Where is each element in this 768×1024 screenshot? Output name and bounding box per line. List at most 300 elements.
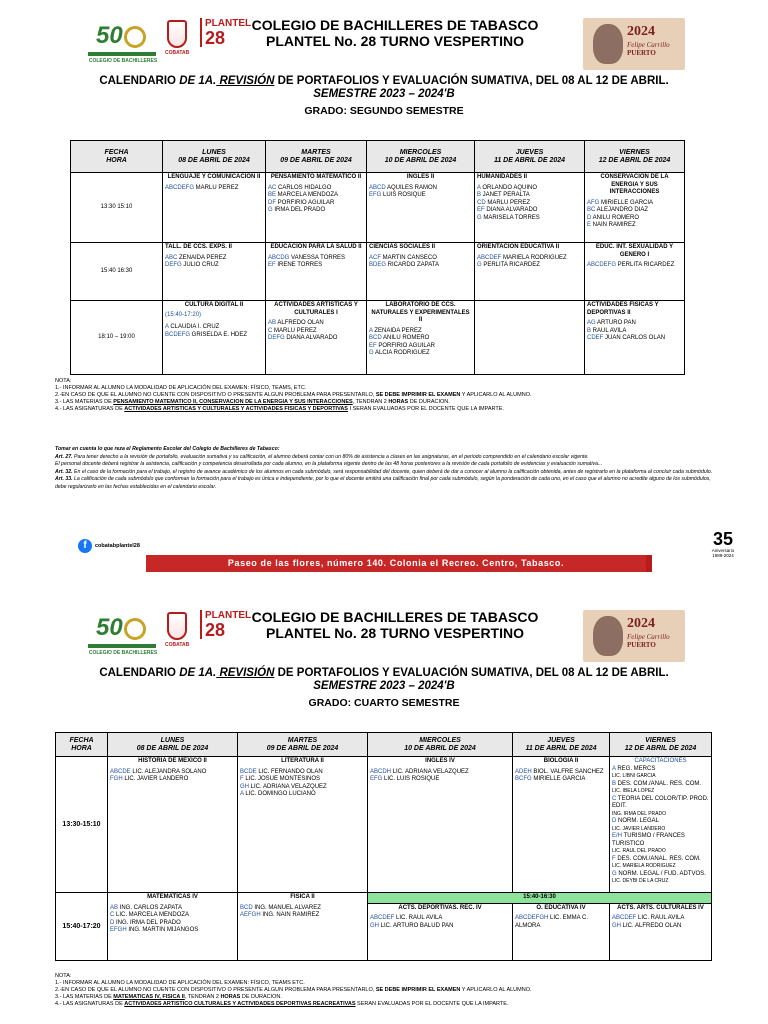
teacher-name: LIC. MARCELA MENDOZA <box>114 912 190 918</box>
header-miercoles <box>368 733 513 757</box>
header-lunes <box>108 733 238 757</box>
notes-block <box>55 378 715 413</box>
teacher-line <box>240 784 365 792</box>
capacitaciones-title: CAPACITACIONES <box>634 758 687 764</box>
teacher-line <box>165 332 263 340</box>
note-4 <box>55 1001 715 1008</box>
header-text: VIERNES <box>645 736 676 744</box>
table-row-green <box>56 893 712 904</box>
group-code: BCDEFG <box>165 331 191 338</box>
cell-lunes <box>108 893 238 961</box>
group-code: BC <box>587 207 596 213</box>
title-part: REVISIÓN <box>216 667 275 679</box>
teacher-line <box>477 207 582 215</box>
subject-name: HUMANIDADES II <box>477 174 528 180</box>
teacher-line <box>240 769 365 777</box>
logo-plantel-28 <box>200 18 252 64</box>
logo-50-aniversario <box>88 614 158 658</box>
group-code: B <box>587 327 592 334</box>
address-footer: Paseo de las flores, número 140. Colonia el Recreo. Centro, Tabasco. <box>146 555 646 572</box>
header-viernes <box>610 733 712 757</box>
teacher-line <box>240 776 365 784</box>
group-code: A <box>240 791 244 797</box>
teacher-name: LIC. MARIELA RODRIGUEZ <box>612 863 676 869</box>
group-code: GH <box>370 922 379 929</box>
teacher-name: MIRIELLE GARCIA <box>599 199 654 206</box>
header-text: MIERCOLES <box>419 736 461 744</box>
capacitacion-item <box>612 796 709 811</box>
subject-name: HISTORIA DE MEXICO II <box>138 758 207 764</box>
subject-name: ACTS. ARTS. CULTURALES IV <box>617 904 704 911</box>
capacitacion-item <box>612 818 709 826</box>
teacher-line <box>268 335 364 343</box>
teacher-line <box>370 923 510 931</box>
subject-name: INGLES II <box>406 174 435 180</box>
aniversario-number: 35 <box>712 529 734 549</box>
cobatab-shield-icon <box>167 20 187 48</box>
header-text: 12 DE ABRIL DE 2024 <box>598 156 671 164</box>
capacitacion-name: DES. COM./ANAL. RES. COM. <box>616 780 702 787</box>
group-code: ABCDH <box>370 768 392 775</box>
subject-extra: (15:40-17:20) <box>165 311 202 318</box>
teacher-line <box>165 262 263 270</box>
logo-plantel-28 <box>200 610 252 656</box>
logo-50-text: COLEGIO DE BACHILLERES <box>88 650 158 656</box>
teacher-name: LIC. LUIS ROSIQUE <box>382 776 440 782</box>
teacher-line <box>268 255 364 263</box>
group-code: GH <box>240 783 249 790</box>
header-text: 09 DE ABRIL DE 2024 <box>280 156 352 164</box>
group-code: D <box>110 919 115 926</box>
capacitacion-item <box>612 781 709 789</box>
facebook-handle: cobatabplantel28 <box>95 543 140 549</box>
title-part: CALENDARIO <box>99 667 180 679</box>
teacher-line <box>587 328 682 336</box>
header-viernes <box>585 141 685 173</box>
cell-jue <box>475 173 585 243</box>
teacher-name: AQUILES RAMON <box>385 184 438 191</box>
header-text: LUNES <box>202 148 226 156</box>
group-code: EFG <box>369 192 382 198</box>
group-code: FGH <box>110 776 123 782</box>
teacher-name: JANET PERALTA <box>481 192 530 198</box>
capacitacion-item <box>612 833 709 848</box>
note-4 <box>55 406 715 413</box>
teacher-line <box>612 915 709 923</box>
group-code: ABCDG <box>268 254 290 261</box>
logo-2024-sub: PUERTO <box>627 49 656 57</box>
header-text: MIERCOLES <box>399 148 442 156</box>
teacher-name: LIC. EMMA C. ALMORA <box>515 915 589 929</box>
group-code: AG <box>587 320 596 326</box>
facebook-link[interactable] <box>78 539 140 553</box>
subject-name: CULTURA DIGITAL II <box>184 302 244 308</box>
schedule-table <box>55 732 712 961</box>
header-text: 11 DE ABRIL DE 2024 <box>525 744 597 752</box>
header-text: 08 DE ABRIL DE 2024 <box>178 156 250 164</box>
time-cell: 15:40-17:20 <box>56 893 108 961</box>
header-text: 12 DE ABRIL DE 2024 <box>624 744 697 752</box>
group-code: C <box>612 795 617 802</box>
teacher-line <box>587 215 682 223</box>
teacher-line <box>240 912 365 920</box>
cell-martes <box>238 757 368 893</box>
group-code: E/H <box>612 833 623 839</box>
aniversario-text: Aniversario 1989-2024 <box>711 548 735 558</box>
subject-name: EDUCACION PARA LA SALUD II <box>270 244 362 250</box>
table-row <box>71 173 685 243</box>
subject-name: CIENCIAS SOCIALES II <box>369 244 436 250</box>
note-3 <box>55 994 715 1001</box>
note-text: , TENDRAN 2 <box>184 994 221 1000</box>
teacher-line <box>370 769 510 777</box>
cobatab-label: COBATAB <box>165 50 190 56</box>
teacher-line <box>268 185 364 193</box>
group-code: DEFG <box>165 262 182 268</box>
notes-block <box>55 973 715 1008</box>
note-text: SERAN EVALUADAS POR EL DOCENTE QUE LA IMPARTE. <box>355 1001 509 1007</box>
capacitacion-name: TEORIA DEL COLOR/TIP. PROD. EDIT. <box>612 795 709 809</box>
teacher-name: MARLU PEREZ <box>272 327 317 334</box>
teacher-name: LIC. JOSUE MONTESINOS <box>243 776 321 782</box>
cell-martes <box>238 893 368 961</box>
group-code: BCDE <box>240 768 257 775</box>
teacher-line <box>369 262 472 270</box>
group-code: EF <box>477 207 485 213</box>
teacher-name: LIC. ALFREDO OLAN <box>621 922 682 929</box>
teacher-name: ZENAIDA PEREZ <box>177 254 227 261</box>
teacher-name: PERLITA RICARDEZ <box>481 262 540 268</box>
subject-name: LENGUAJE Y COMUNICACIÓN II <box>167 174 261 180</box>
group-code: BCD <box>240 904 253 911</box>
subject-name: PENSAMIENTO MATEMATICO II <box>270 174 362 180</box>
note-text: MATEMATICAS IV, FISICA II <box>113 994 185 1000</box>
aniversario-35-badge <box>706 530 740 556</box>
teacher-name: ING. NAIN RAMIREZ <box>260 912 320 918</box>
plantel-number: 28 <box>200 621 240 639</box>
group-code: ABCDE <box>110 768 131 775</box>
header-text: MARTES <box>287 736 318 744</box>
teacher-name: PERLITA RICARDEZ <box>616 262 675 268</box>
teacher-line <box>587 200 682 208</box>
teacher-name: IRMA DEL PRADO <box>272 207 326 213</box>
school-plantel: PLANTEL No. 28 TURNO VESPERTINO <box>266 625 524 641</box>
subject-name: LITERATURA II <box>281 758 324 764</box>
cell-mie <box>367 301 475 375</box>
header-text: 08 DE ABRIL DE 2024 <box>136 744 209 752</box>
teacher-line <box>268 207 364 215</box>
teacher-line <box>268 328 364 336</box>
subject-name: FISICA II <box>290 894 315 900</box>
teacher-line <box>369 343 472 351</box>
teacher-name: MARIELA RODRIGUEZ <box>501 254 567 261</box>
teacher-line <box>477 192 582 200</box>
logo-50-bar <box>88 52 156 56</box>
header-text: 11 DE ABRIL DE 2024 <box>493 156 566 164</box>
teacher-line <box>477 200 582 208</box>
reglamento-docente: El personal docente deberá registrar la asistencia, calificación y competencia desarrollada por cada alumno, en la plataforma vigente dentro de las 48 horas posteriores a la revisión de cada portafolio de evidencias y evaluación sumativa... <box>55 461 603 467</box>
teacher-name: ORLANDO AQUINO <box>480 184 538 191</box>
teacher-name: ARTURO PAN <box>595 320 636 326</box>
reglamento-block <box>55 446 715 491</box>
portrait-image <box>593 616 623 656</box>
document-header <box>0 592 768 656</box>
header-text: MARTES <box>301 148 331 156</box>
teacher-name: RAUL AVILA <box>591 327 627 334</box>
article-number: Art. 27. <box>55 453 73 460</box>
note-2 <box>55 987 715 994</box>
group-code: AB <box>110 904 119 911</box>
note-text: SE DEBE IMPRIMIR EL EXAMEN <box>375 987 461 993</box>
teacher-name: ZENAIDA PEREZ <box>372 327 422 334</box>
logo-2024-sub: PUERTO <box>627 641 656 649</box>
teacher-line <box>110 776 235 784</box>
cell-viernes-capacitaciones <box>610 757 712 893</box>
capacitacion-item <box>612 863 709 871</box>
title-part: CALENDARIO <box>99 75 180 87</box>
group-code: G <box>612 870 617 877</box>
logo-2024-year: 2024 <box>627 616 655 631</box>
logo-cobatab <box>165 612 189 652</box>
capacitacion-name: NORM. LEGAL <box>616 818 660 824</box>
cobatab-label: COBATAB <box>165 642 190 648</box>
note-text: 3.- LAS MATERIAS DE <box>55 994 114 1000</box>
article-number: Art. 33. <box>55 476 73 482</box>
group-code: ABCD <box>369 184 386 191</box>
note-text: Y APLICARLO AL ALUMNO. <box>460 987 532 993</box>
teacher-line <box>612 923 709 931</box>
logo-cobatab <box>165 20 189 60</box>
teacher-name: JULIO CRUZ <box>181 262 219 268</box>
subject-name: LABORATORIO DE CCS. NATURALES Y EXPERIMENTALES II <box>371 302 470 323</box>
green-time-band: 15:40-16:30 <box>368 893 712 904</box>
table-row <box>71 301 685 375</box>
capacitacion-item <box>612 788 709 796</box>
time-cell: 13:30-15:10 <box>56 757 108 893</box>
subject-name: ACTIVIDADES FISICAS Y DEPORTIVAS II <box>587 302 659 316</box>
group-code: A <box>612 765 616 772</box>
teacher-name: MARCELA MENDOZA <box>276 192 339 198</box>
group-code: ABCDEF <box>477 254 502 261</box>
teacher-line <box>369 185 472 193</box>
title-part: DE PORTAFOLIOS Y EVALUACIÓN SUMATIVA, DEL 08 AL 12 DE ABRIL. <box>274 667 669 679</box>
cell-lun <box>163 301 266 375</box>
teacher-name: LIC. IBELA LOPEZ <box>612 788 655 794</box>
reglamento-art27 <box>55 454 715 462</box>
article-text: Para tener derecho a la revisión de portafolio, evaluación sumativa y su calificación, el alumno deberá contar con un 80% de asistencia a clases en las asignaturas, en el periodo comprendido en el calendario escolar vigente. <box>72 453 589 460</box>
group-code: B <box>477 192 482 198</box>
plantel-label: PLANTEL <box>200 18 240 29</box>
group-code: D <box>587 214 592 221</box>
header-text: 09 DE ABRIL DE 2024 <box>266 744 339 752</box>
group-code: F <box>240 776 244 782</box>
group-code: G <box>268 207 273 213</box>
header-fecha-hora <box>71 141 163 173</box>
header-text: FECHA <box>104 148 129 156</box>
capacitacion-name: REG. MERCS <box>615 765 656 772</box>
grado-label: GRADO: SEGUNDO SEMESTRE <box>304 105 464 117</box>
teacher-line <box>110 927 235 935</box>
logo-50-aniversario <box>88 22 158 66</box>
school-title <box>250 17 540 49</box>
table-row <box>71 243 685 301</box>
group-code: EF <box>369 342 377 349</box>
teacher-name: ING. CARLOS ZAPATA <box>118 904 183 911</box>
note-text: I SERAN EVALUADAS POR EL DOCENTE QUE LA IMPARTE. <box>347 406 504 412</box>
header-martes <box>238 733 368 757</box>
cell-mar <box>266 243 367 301</box>
header-text: JUEVES <box>547 736 575 744</box>
teacher-line <box>110 905 235 913</box>
subject-name: EDUC. INT. SEXUALIDAD Y GENERO I <box>595 244 674 258</box>
subject-name: BIOLOGIA II <box>543 758 579 764</box>
teacher-name: PORFIRIO AGUILAR <box>276 199 335 206</box>
group-code: E <box>587 222 592 228</box>
schedule-table <box>70 140 685 375</box>
teacher-name: GRISELDA E. HDEZ <box>190 331 248 338</box>
teacher-line <box>369 255 472 263</box>
group-code: ABC <box>165 254 178 261</box>
subject-name: ACTS. DEPORTIVAS. REC. IV <box>398 904 482 911</box>
plantel-label: PLANTEL <box>200 610 240 621</box>
teacher-name: CARLOS HIDALGO <box>276 184 332 191</box>
teacher-line <box>369 350 472 358</box>
group-code: A <box>165 324 169 330</box>
teacher-name: LIC. ADRIANA VELAZQUEZ <box>391 768 469 775</box>
article-text: En el caso de la formación para el trabajo, el registro de avance académico de los alumnos en cada submódulo, será responsabilidad del docente, quien deberá de dar a conocer al alumno la calificación obtenida, antes de registrarlo en la plataforma al concluir cada submódulo. <box>72 468 713 475</box>
group-code: G <box>369 350 374 356</box>
header-text: JUEVES <box>515 148 544 156</box>
teacher-line <box>515 915 607 930</box>
group-code: BE <box>268 192 277 198</box>
group-code: BCFG <box>515 776 532 782</box>
school-title <box>250 609 540 641</box>
capacitacion-name: TURISMO / FRANCES TURISTICO <box>612 833 685 847</box>
header-fecha-hora <box>56 733 108 757</box>
teacher-name: LIC. DOMINGO LUCIANO <box>243 791 316 797</box>
capacitacion-item <box>612 856 709 864</box>
subject-name: ACTIVIDADES ARTISTICAS Y CULTURALES I <box>274 302 358 316</box>
logo-50-text: COLEGIO DE BACHILLERES <box>88 58 158 64</box>
teacher-name: PORFIRIO AGUILAR <box>376 342 436 349</box>
note-3 <box>55 399 715 406</box>
teacher-name: ALEJANDRO DIAZ <box>595 207 649 213</box>
header-jueves <box>513 733 610 757</box>
teacher-name: DIANA ALVARADO <box>484 207 538 213</box>
capacitacion-item <box>612 848 709 856</box>
teacher-name: LIC. ARTURO BALUD PAN <box>379 922 454 929</box>
group-code: AB <box>268 320 277 326</box>
group-code: DEFG <box>268 335 285 341</box>
logo-50-number: 50 <box>96 22 123 49</box>
header-text: 10 DE ABRIL DE 2024 <box>384 156 457 164</box>
cell-miercoles <box>368 757 513 893</box>
teacher-name: JUAN CARLOS OLAN <box>603 335 666 341</box>
teacher-line <box>587 335 682 343</box>
teacher-name: LIC. ADRIANA VELAZQUEZ <box>249 783 327 790</box>
teacher-line <box>477 185 582 193</box>
teacher-line <box>587 262 682 270</box>
note-text: , TENDRAN 2 <box>352 399 389 405</box>
header-text: LUNES <box>160 736 185 744</box>
note-text: 2.-EN CASO DE QUE EL ALUMNO NO CUENTE CON DISPOSITIVO O PRESENTE ALGUN PROBLEMA PARA PRESENTARLO, <box>55 392 376 398</box>
group-code: F <box>612 855 616 862</box>
logo-2024-felipe-carrillo-puerto <box>583 18 685 70</box>
teacher-name: ING. IRMA DEL PRADO <box>114 919 181 926</box>
group-code: G <box>477 214 482 221</box>
teacher-name: IRENE TORRES <box>275 262 323 268</box>
capacitacion-name: NORM. LEGAL / FUD. ADTVOS. <box>616 870 706 877</box>
teacher-name: ALFREDO OLAN <box>276 320 324 326</box>
cell-lunes <box>108 757 238 893</box>
note-1: 1.- INFORMAR AL ALUMNO LA MODALIDAD DE APLICACIÓN DEL EXAMEN: FÍSICO, TEAMS, ETC. <box>55 385 307 391</box>
teacher-line <box>477 262 582 270</box>
teacher-line <box>110 912 235 920</box>
note-text: HORAS <box>220 994 241 1000</box>
teacher-name: LUIS ROSIQUE <box>381 192 426 198</box>
group-code: BCD <box>369 335 382 341</box>
group-code: ABCDEF <box>612 915 637 921</box>
group-code: CD <box>477 199 486 206</box>
capacitacion-item <box>612 773 709 781</box>
cobatab-shield-icon <box>167 612 187 640</box>
table-row <box>56 757 712 893</box>
teacher-name: LIC. JAVIER LANDERO <box>122 776 189 782</box>
teacher-line <box>369 335 472 343</box>
note-text: HORAS <box>388 399 409 405</box>
teacher-name: LIC. FERNANDO OLAN <box>256 768 323 775</box>
calendar-title <box>0 75 768 101</box>
note-text: 3.- LAS MATERIAS DE <box>55 399 114 405</box>
teacher-line <box>477 215 582 223</box>
group-code: EFGH <box>110 927 127 933</box>
portrait-image <box>593 24 623 64</box>
teacher-name: LIC. RAUL DEL PRADO <box>612 848 666 854</box>
cell-vie <box>585 301 685 375</box>
cell-mar <box>266 173 367 243</box>
teacher-name: ANILU ROMERO <box>381 335 430 341</box>
teacher-name: LIC. RAUL AVILA <box>394 915 443 921</box>
group-code: A <box>477 184 481 191</box>
cell-lun <box>163 243 266 301</box>
article-number: Art. 32. <box>55 468 73 475</box>
teacher-line <box>110 920 235 928</box>
teacher-name: ING. MARTIN MIJANGOS <box>126 927 199 933</box>
subject-name: INGLES IV <box>425 758 455 764</box>
cell-viernes <box>610 903 712 960</box>
teacher-line <box>370 776 510 784</box>
header-text: VIERNES <box>619 148 650 156</box>
capacitacion-item <box>612 766 709 774</box>
note-text: 4.- LAS ASIGNATURAS DE <box>55 1001 125 1007</box>
teacher-line <box>515 769 607 777</box>
group-code: EF <box>268 262 276 268</box>
group-code: AFG <box>587 199 600 206</box>
group-code: D <box>612 818 617 824</box>
time-cell: 15:40 16:30 <box>71 243 163 301</box>
teacher-name: ANILU ROMERO <box>591 214 640 221</box>
facebook-icon: f <box>78 539 92 553</box>
note-text: ACTIVIDADES ARTISTICO CULTURALES Y ACTIVIDADES DEPORTIVAS REACREATIVAS <box>124 1001 356 1007</box>
teacher-line <box>165 324 263 332</box>
reglamento-art33 <box>55 476 715 491</box>
logo-50-bar <box>88 644 156 648</box>
note-text: DE DURACION. <box>240 994 282 1000</box>
teacher-name: ING. IRMA DEL PRADO <box>612 810 666 817</box>
cell-vie <box>585 243 685 301</box>
teacher-name: RICARDO ZAPATA <box>386 262 440 268</box>
cell-lun <box>163 173 266 243</box>
